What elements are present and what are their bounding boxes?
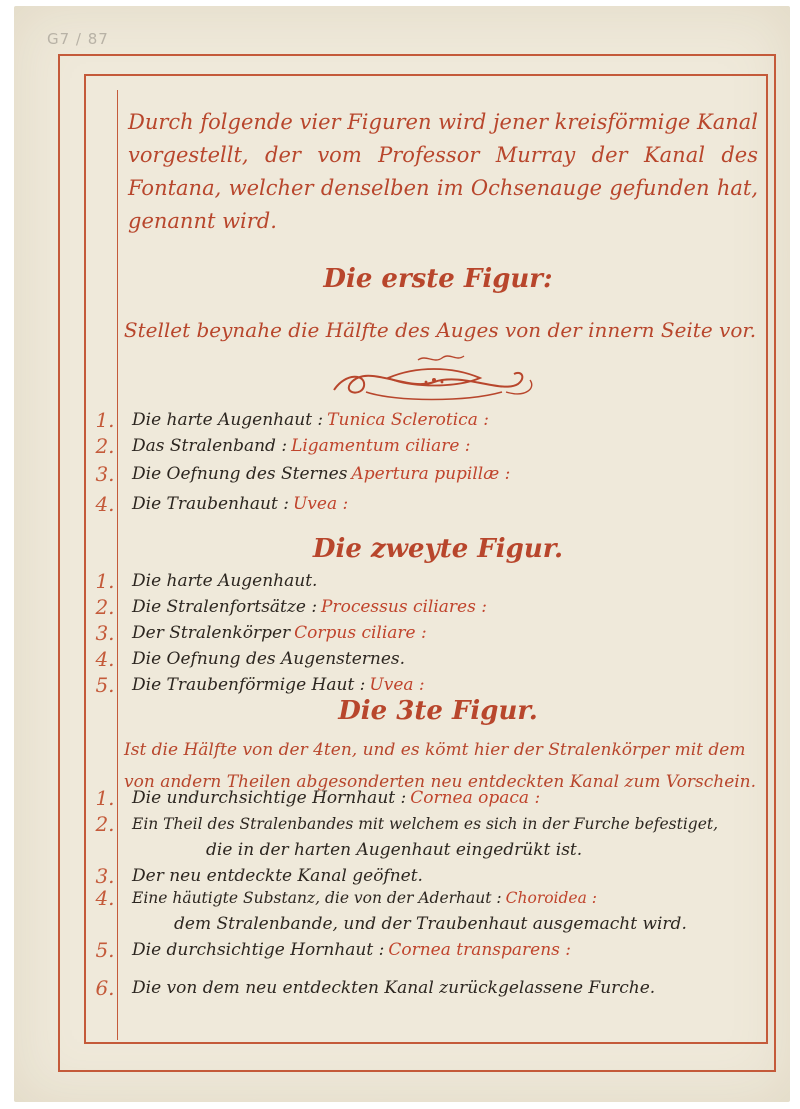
intro-paragraph: Durch folgende vier Figuren wird jener kreisförmige Kanal vorgestellt, der vom Professor Murray der Kanal des Fontana, welcher denselben im Ochsenauge gefunden hat, genannt wird.: [128, 110, 758, 233]
item-number: 5.: [95, 673, 115, 697]
figure1-heading: Die erste Figur:: [323, 264, 553, 294]
figure3-item-4: [94, 886, 759, 910]
item-text: Eine häutigte Substanz, die von der Aderhaut : Choroidea :: [132, 889, 597, 907]
figure2-item-1: [94, 569, 759, 593]
item-number: 2.: [95, 595, 115, 619]
item-text: Der neu entdeckte Kanal geöfnet.: [132, 866, 423, 886]
item-number: 1.: [95, 569, 115, 593]
item-text: Das Stralenband : Ligamentum ciliare :: [132, 436, 471, 456]
latin-term: Choroidea :: [505, 889, 597, 907]
latin-term: Uvea :: [369, 675, 425, 695]
figure1-item-3: [94, 462, 759, 486]
latin-term: Ligamentum ciliare :: [291, 436, 471, 456]
item-number: 2.: [95, 812, 115, 836]
item-text: Die Oefnung des Augensternes.: [132, 649, 406, 669]
item-text: Ein Theil des Stralenbandes mit welchem es sich in der Furche befestiget,: [132, 815, 719, 833]
item-text: Die Traubenhaut : Uvea :: [132, 494, 349, 514]
item-number: 4.: [95, 886, 115, 910]
latin-term: Apertura pupillæ :: [351, 464, 511, 484]
item-number: 2.: [95, 434, 115, 458]
item-text: Die durchsichtige Hornhaut : Cornea transparens :: [132, 940, 572, 960]
latin-term: Processus ciliares :: [321, 597, 487, 617]
figure3-item-5: [94, 938, 759, 962]
item-text: Die harte Augenhaut.: [132, 571, 318, 591]
item-number: 1.: [95, 786, 115, 810]
figure3-heading: Die 3te Figur.: [338, 696, 538, 726]
item-text: Die Stralenfortsätze : Processus ciliares :: [132, 597, 487, 617]
figure3-item-4-continuation: dem Stralenbande, und der Traubenhaut ausgemacht wird.: [174, 914, 687, 934]
figure2-item-3: [94, 621, 759, 645]
figure3-item-3: [94, 864, 759, 888]
item-text: Die Oefnung des Sternes Apertura pupillæ :: [132, 464, 511, 484]
item-text: Die undurchsichtige Hornhaut : Cornea opaca :: [132, 788, 541, 808]
figure3-item-2-continuation: die in der harten Augenhaut eingedrükt ist.: [206, 840, 583, 860]
item-number: 3.: [95, 462, 115, 486]
item-number: 3.: [95, 864, 115, 888]
figure3-item-6: [94, 976, 759, 1000]
figure3-paragraph: Ist die Hälfte von der 4ten, und es kömt hier der Stralenkörper mit dem von andern Theilen abgesonderten neu entdeckten Kanal zum Vorschein.: [124, 740, 757, 792]
item-number: 6.: [95, 976, 115, 1000]
catalog-number: G7 / 87: [47, 30, 109, 48]
latin-term: Corpus ciliare :: [294, 623, 427, 643]
latin-term: Uvea :: [292, 494, 349, 514]
latin-term: Cornea transparens :: [388, 940, 572, 960]
item-text: Die von dem neu entdeckten Kanal zurückgelassene Furche.: [132, 978, 656, 998]
calligraphic-flourish-icon: [326, 352, 542, 410]
figure2-item-4: [94, 647, 759, 671]
figure2-item-5: [94, 673, 759, 697]
figure1-item-2: [94, 434, 759, 458]
paper-sheet: [14, 6, 790, 1102]
figure3-item-1: [94, 786, 759, 810]
item-text: Der Stralenkörper Corpus ciliare :: [132, 623, 427, 643]
figure1-item-1: [94, 408, 759, 432]
latin-term: Tunica Sclerotica :: [327, 410, 489, 430]
figure2-item-2: [94, 595, 759, 619]
figure1-subheading: Stellet beynahe die Hälfte des Auges von der innern Seite vor.: [123, 318, 757, 342]
figure3-item-2: [94, 812, 759, 836]
latin-term: Cornea opaca :: [410, 788, 541, 808]
item-number: 3.: [95, 621, 115, 645]
item-text: Die harte Augenhaut : Tunica Sclerotica :: [132, 410, 489, 430]
figure2-heading: Die zweyte Figur.: [312, 534, 564, 564]
item-text: Die Traubenförmige Haut : Uvea :: [132, 675, 425, 695]
item-number: 1.: [95, 408, 115, 432]
item-number: 5.: [95, 938, 115, 962]
figure1-item-4: [94, 492, 759, 516]
item-number: 4.: [95, 492, 115, 516]
item-number: 4.: [95, 647, 115, 671]
